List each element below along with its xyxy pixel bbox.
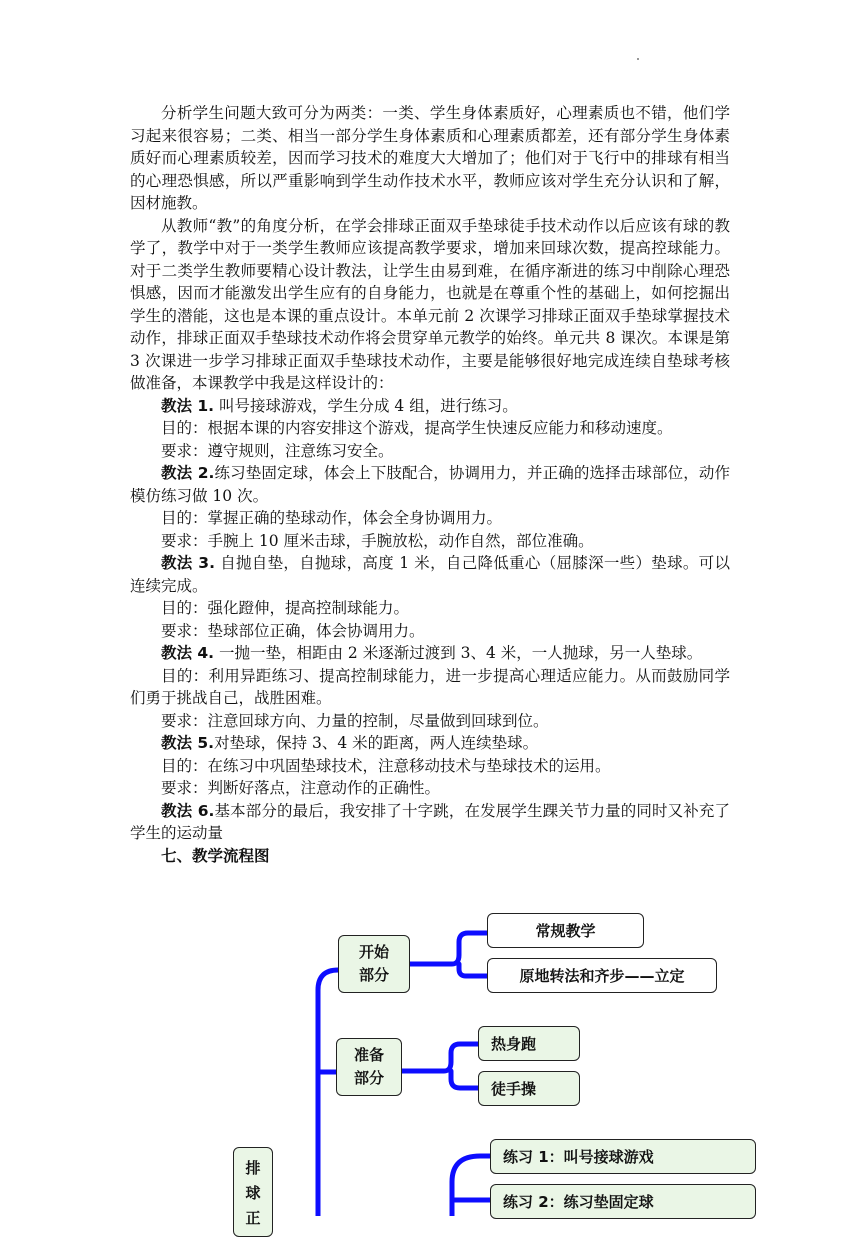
start-section-line1: 开始 (358, 943, 389, 961)
method-goal: 目的：掌握正确的垫球动作，体会全身协调用力。 (161, 509, 503, 527)
method-5 (130, 732, 730, 755)
method-text: 一抛一垫，相距由 2 米逐渐过渡到 3、4 米，一人抛球，另一人垫球。 (214, 644, 703, 662)
prep-section-line1: 准备 (353, 1046, 384, 1064)
method-requirement: 要求：判断好落点，注意动作的正确性。 (161, 779, 441, 797)
prep-section-box[interactable] (336, 1038, 402, 1096)
method-4 (130, 642, 730, 665)
document-body (130, 102, 730, 867)
connector-start-down (459, 964, 487, 976)
method-3 (130, 552, 730, 597)
start-item-routine[interactable]: 常规教学 (487, 913, 644, 948)
connector-start-up (409, 933, 487, 964)
practice-item-1[interactable]: 练习 1：叫号接球游戏 (490, 1139, 756, 1174)
method-requirement: 要求：手腕上 10 厘米击球，手腕放松，动作自然，部位准确。 (161, 531, 594, 550)
prep-section-line2: 部分 (353, 1069, 384, 1087)
method-label: 教法 5. (161, 734, 215, 752)
method-requirement: 要求：注意回球方向、力量的控制，尽量做到回球到位。 (161, 711, 549, 730)
connector-prep-up (401, 1044, 478, 1071)
method-goal: 目的：在练习中巩固垫球技术，注意移动技术与垫球技术的运用。 (161, 756, 611, 775)
start-section-line2: 部分 (358, 966, 389, 984)
method-1 (130, 395, 730, 418)
method-text: 自抛自垫，自抛球，高度 1 米，自己降低重心（屈膝深一些）垫球。可以连续完成。 (130, 554, 730, 595)
method-6 (130, 800, 730, 845)
method-text: 练习垫固定球，体会上下肢配合，协调用力，并正确的选择击球部位，动作模仿练习做 10 次。 (130, 464, 730, 505)
prep-item-freehand-exercise[interactable]: 徒手操 (478, 1071, 580, 1106)
method-text: 基本部分的最后，我安排了十字跳，在发展学生踝关节力量的同时又补充了学生的运动量 (130, 801, 730, 842)
method-goal: 目的：强化蹬伸，提高控制球能力。 (161, 599, 410, 617)
method-text: 叫号接球游戏，学生分成 4 组，进行练习。 (214, 396, 518, 415)
section-heading: 七、教学流程图 (161, 846, 270, 865)
root-char-3: 正 (245, 1209, 261, 1227)
root-volleyball-box[interactable] (233, 1147, 273, 1237)
root-char-2: 球 (245, 1184, 261, 1202)
method-label: 教法 4. (161, 644, 215, 662)
start-item-drill[interactable]: 原地转法和齐步——立定 (487, 958, 717, 993)
practice-item-2[interactable]: 练习 2：练习垫固定球 (490, 1184, 756, 1219)
method-goal: 目的：根据本课的内容安排这个游戏，提高学生快速反应能力和移动速度。 (161, 419, 673, 437)
method-label: 教法 2. (161, 464, 215, 482)
prep-item-warmup-run[interactable]: 热身跑 (478, 1026, 580, 1061)
paragraph-teacher-analysis: 从教师“教”的角度分析，在学会排球正面双手垫球徒手技术动作以后应该有球的教学了，教学中对于一类学生教师应该提高教学要求，增加来回球次数，提高控球能力。对于二类学生教师要精心设计教法，让学生由易到难，在循序渐进的练习中削除心理恐惧感，因而才能激发出学生应有的自身能力，也就是在尊重个性的基础上，如何挖掘出学生的潜能，这也是本课的重点设计。本单元前 2 次课学习排球正面双手垫球掌握技术动作，排球正面双手垫球技术动作将会贯穿单元教学的始终。单元共 8 课次。本课是第 3 次课进一步学习排球正面双手垫球技术动作，主要是能够很好地完成连续自垫球考核做准备，本课教学中我是这样设计的： (130, 216, 730, 392)
method-requirement: 要求：垫球部位正确，体会协调用力。 (161, 621, 425, 640)
method-text: 对垫球，保持 3、4 米的距离，两人连续垫球。 (214, 734, 539, 752)
connector-trunk (318, 970, 338, 1216)
method-label: 教法 6. (161, 801, 215, 820)
method-requirement: 要求：遵守规则，注意练习安全。 (161, 441, 394, 460)
method-goal: 目的：利用异距练习、提高控制球能力，进一步提高心理适应能力。从而鼓励同学们勇于挑战自己，战胜困难。 (130, 666, 730, 707)
root-char-1: 排 (245, 1159, 261, 1177)
start-section-box[interactable] (338, 935, 410, 993)
connector-prep-down (451, 1071, 478, 1088)
method-label: 教法 1. (161, 396, 215, 415)
page-mark (637, 58, 639, 60)
connector-practice (452, 1156, 490, 1216)
paragraph-student-analysis: 分析学生问题大致可分为两类：一类、学生身体素质好，心理素质也不错，他们学习起来很容易；二类、相当一部分学生身体素质和心理素质都差，还有部分学生身体素质好而心理素质较差，因而学习技术的难度大大增加了；他们对于飞行中的排球有相当的心理恐惧感，所以严重影响到学生动作技术水平，教师应该对学生充分认识和了解，因材施教。 (130, 104, 730, 212)
method-label: 教法 3. (161, 554, 215, 572)
method-2 (130, 462, 730, 507)
